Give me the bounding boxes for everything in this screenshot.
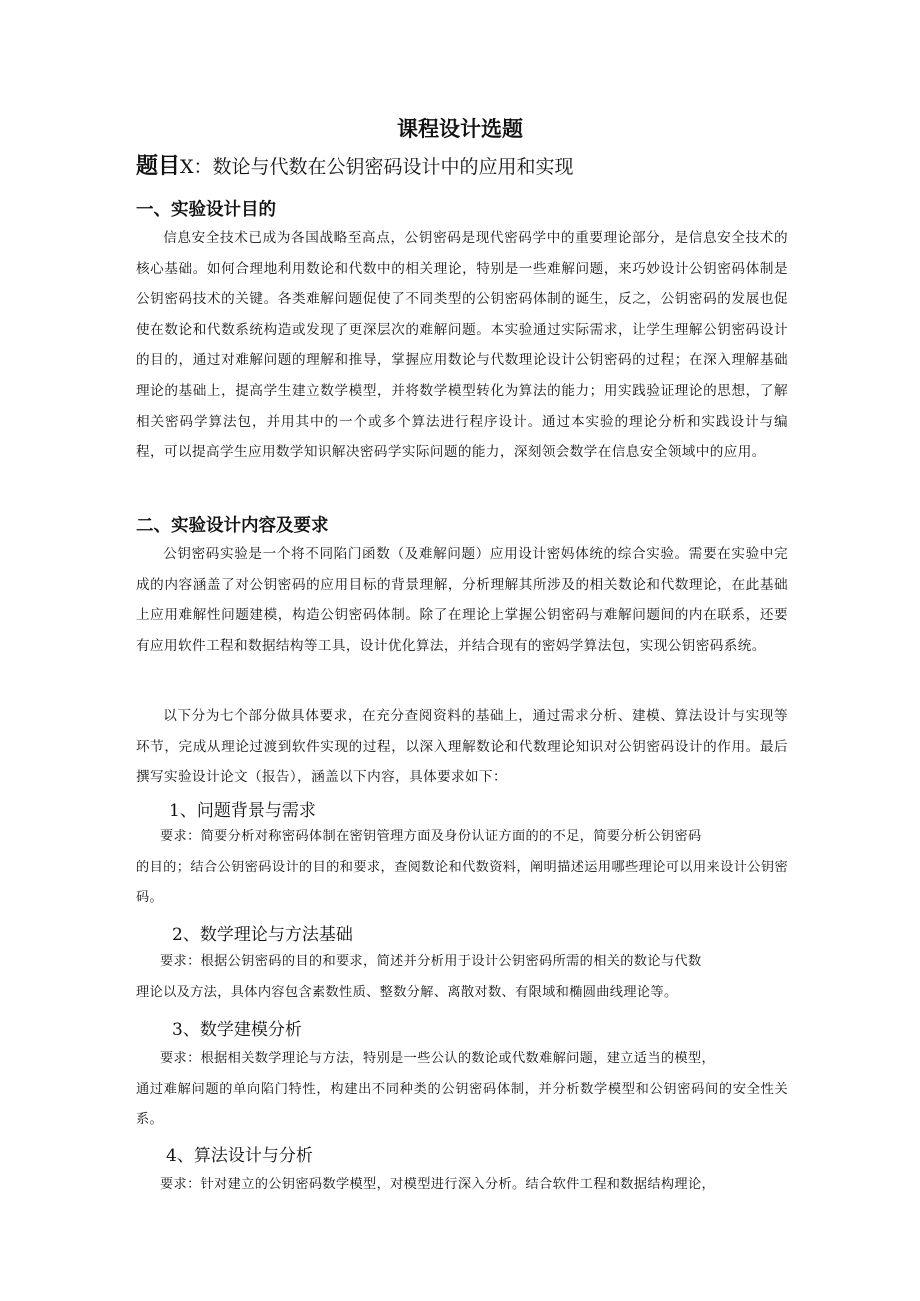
item-heading: 4、算法设计与分析	[166, 1146, 313, 1166]
requirement-rest: 理论以及方法，具体内容包含素数性质、整数分解、离散对数、有限域和椭圆曲线理论等。	[136, 984, 678, 1000]
requirement-line: 要求：根据相关数学理论与方法，特别是一些公认的数论或代数难解问题，建立适当的模型，	[160, 1051, 716, 1066]
section-paragraph-purpose: 信息安全技术已成为各国战略至高点，公钥密码是现代密码学中的重要理论部分，是信息安全技术的核心基础。如何合理地利用数论和代数中的相关理论，特别是一些难解问题，来巧妙设计公钥密码体制是公钥密码技术的关键。各类难解问题促使了不同类型的公钥密码体制的诞生，反之，公钥密码的发展也促使在数论和代数系统构造或发现了更深层次的难解问题。本实验通过实际需求，让学生理解公钥密码设计的目的，通过对难解问题的理解和推导，掌握应用数论与代数理论设计公钥密码的过程；在深入理解基础理论的基础上，提高学生建立数学模型，并将数学模型转化为算法的能力；用实践验证理论的思想，了解相关密码学算法包，并用其中的一个或多个算法进行程序设计。通过本实验的理论分析和实践设计与编程，可以提高学生应用数学知识解决密码学实际问题的能力，深刻领会数学在信息安全领域中的应用。	[136, 230, 788, 461]
requirement-line: 要求：针对建立的公钥密码数学模型，对模型进行深入分析。结合软件工程和数据结构理论，	[160, 1177, 716, 1192]
item-heading: 2、数学理论与方法基础	[172, 925, 353, 945]
topic-lead: 题目	[136, 154, 181, 179]
item-requirement	[136, 1170, 788, 1201]
requirement-line: 要求：根据公钥密码的目的和要求，简述并分析用于设计公钥密码所需的相关的数论与代数	[160, 954, 702, 969]
item-requirement	[136, 947, 788, 1008]
document-title: 课程设计选题	[397, 117, 523, 141]
section-heading-content: 二、实验设计内容及要求	[136, 516, 329, 536]
requirement-rest: 的目的；结合公钥密码设计的目的和要求，查阅数论和代数资料，阐明描述运用哪些理论可以用来设计公钥密码。	[136, 859, 788, 905]
section-paragraph-content-2: 以下分为七个部分做具体要求，在充分查阅资料的基础上，通过需求分析、建模、算法设计与实现等环节，完成从理论过渡到软件实现的过程，以深入理解数论和代数理论知识对公钥密码设计的作用。最后撰写实验设计论文（报告），涵盖以下内容，具体要求如下：	[136, 708, 788, 786]
item-heading: 3、数学建模分析	[172, 1020, 302, 1040]
item-requirement	[136, 822, 788, 914]
item-heading: 1、问题背景与需求	[169, 801, 316, 821]
requirement-line: 要求：简要分析对称密码体制在密钥管理方面及身份认证方面的的不足，简要分析公钥密码	[160, 829, 702, 844]
item-requirement	[136, 1044, 788, 1136]
requirement-rest: 通过难解问题的单向陷门特性，构建出不同种类的公钥密码体制，并分析数学模型和公钥密码间的安全性关系。	[136, 1081, 788, 1127]
section-heading-purpose: 一、实验设计目的	[136, 200, 276, 220]
topic-line	[136, 153, 796, 181]
topic-text: X：数论与代数在公钥密码设计中的应用和实现	[180, 156, 574, 178]
section-paragraph-content-1: 公钥密码实验是一个将不同陷门函数（及难解问题）应用设计密妈体统的综合实验。需要在实验中完成的内容涵盖了对公钥密码的应用目标的背景理解，分析理解其所涉及的相关数论和代数理论，在此基础上应用难解性问题建模，构造公钥密码体制。除了在理论上掌握公钥密码与难解问题间的内在联系，还要有应用软件工程和数据结构等工具，设计优化算法，并结合现有的密妈学算法包，实现公钥密码系统。	[136, 546, 788, 654]
